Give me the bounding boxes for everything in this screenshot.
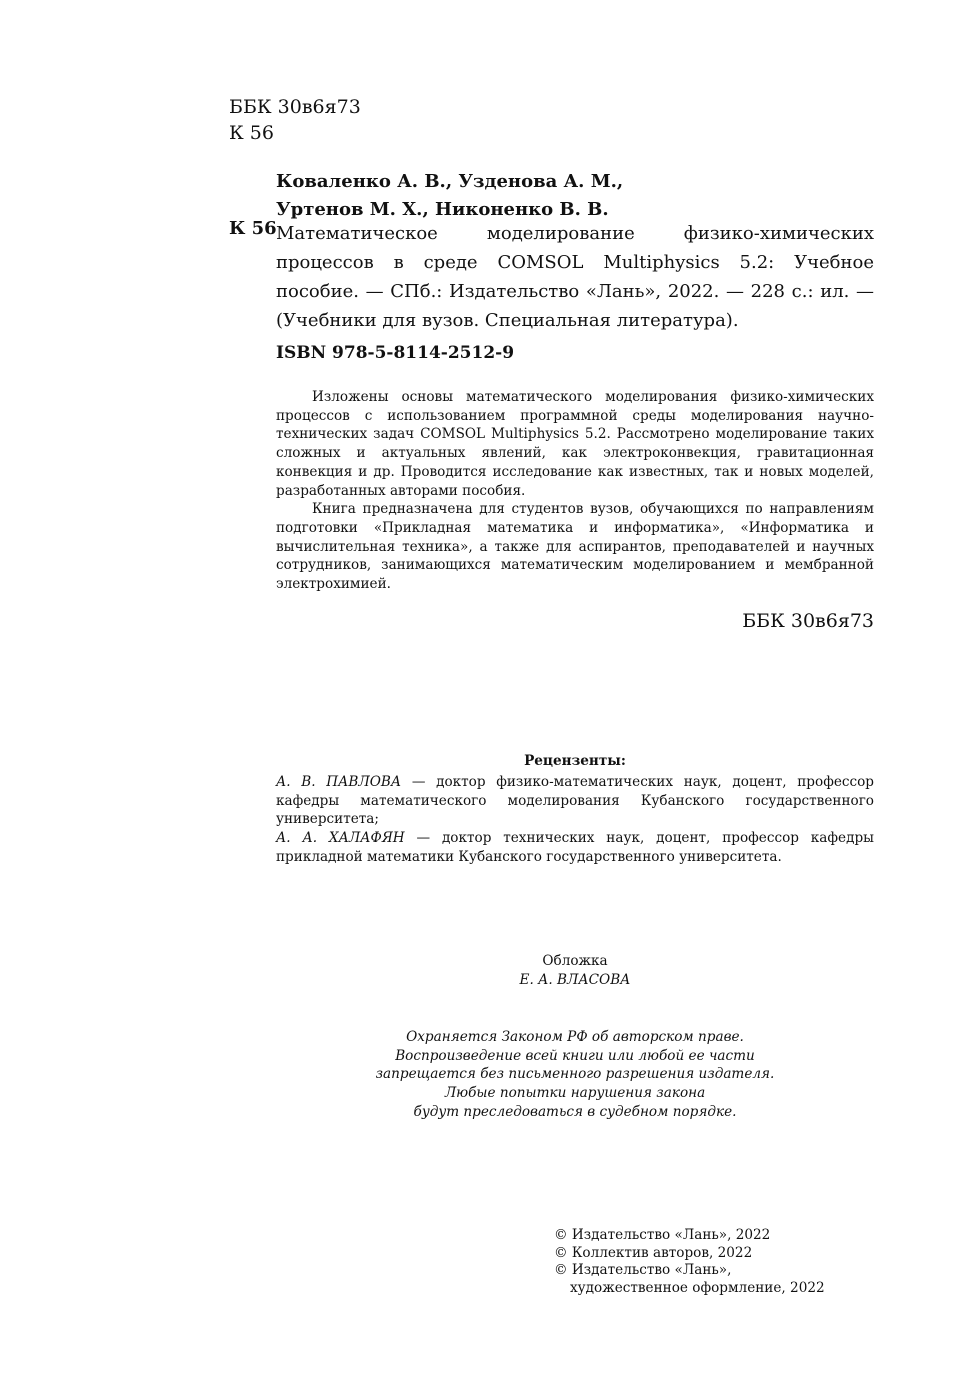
copyright-line: © Издательство «Лань», (554, 1262, 732, 1278)
book-title-description: Математическое моделирование физико-химических процессов в среде COMSOL Multiphysics 5.2: Учебное пособие. — СПб.: Издательство «Лань», 2022. — 228 с.: ил. — (Учебники для вузов. Специальная литература). (276, 223, 874, 331)
cover-label: Обложка (542, 953, 608, 969)
authors-line-1: Коваленко А. В., Узденова А. М., (276, 171, 624, 192)
reviewer-1 (276, 773, 874, 829)
authors (276, 168, 623, 224)
bbk-code-right: ББК 30в6я73 (742, 610, 874, 632)
law-line: Любые попытки нарушения закона (444, 1085, 706, 1102)
copyright-line: художественное оформление, 2022 (570, 1279, 825, 1296)
law-line: Воспроизведение всей книги или любой ее части (395, 1047, 755, 1064)
law-line: запрещается без письменного разрешения издателя. (375, 1066, 775, 1083)
reviewer-1-text: — доктор физико-математических наук, доцент, профессор кафедры математического моделирования Кубанского государственного университета; (276, 774, 874, 828)
annotation (276, 388, 874, 594)
annotation-paragraph-2: Книга предназначена для студентов вузов, обучающихся по направлениям подготовки «Прикладная математика и информатика», «Информатика и вычислительная техника», а также для аспирантов, преподавателей и научных сотрудников, занимающихся математическим моделированием и мембранной электрохимией. (276, 501, 874, 593)
copyright-line: © Издательство «Лань», 2022 (554, 1227, 771, 1243)
bbk-block-top (229, 94, 361, 146)
cover-credit (276, 952, 874, 989)
reviewer-2 (276, 829, 874, 866)
copyright-law-notice (276, 1028, 874, 1122)
copyright-line: © Коллектив авторов, 2022 (554, 1244, 753, 1261)
authors-line-2: Уртенов М. Х., Никоненко В. В. (276, 199, 609, 220)
law-line: будут преследоваться в судебном порядке. (413, 1103, 737, 1120)
isbn: ISBN 978-5-8114-2512-9 (276, 343, 515, 363)
reviewers-heading: Рецензенты: (524, 753, 626, 769)
reviewer-2-text: — доктор технических наук, доцент, профессор кафедры прикладной математики Кубанского государственного университета. (276, 830, 874, 865)
reviewer-2-name: А. А. ХАЛАФЯН (276, 830, 405, 846)
annotation-paragraph-1: Изложены основы математического моделирования физико-химических процессов с использованием программной среды моделирования научно-технических задач COMSOL Multiphysics 5.2. Рассмотрено моделирование таких сложных и актуальных явлений, как электроконвекция, гравитационная конвекция и др. Проводится исследование как известных, так и новых моделей, разработанных авторами пособия. (276, 389, 874, 499)
bbk-code: ББК 30в6я73 (229, 96, 361, 118)
cutter-label: К 56 (229, 218, 277, 239)
cover-author: Е. А. ВЛАСОВА (519, 971, 631, 988)
copyright-block (554, 1227, 825, 1297)
cutter-code: К 56 (229, 122, 274, 144)
law-line: Охраняется Законом РФ об авторском праве. (406, 1029, 744, 1045)
reviewer-1-name: А. В. ПАВЛОВА (276, 774, 402, 790)
